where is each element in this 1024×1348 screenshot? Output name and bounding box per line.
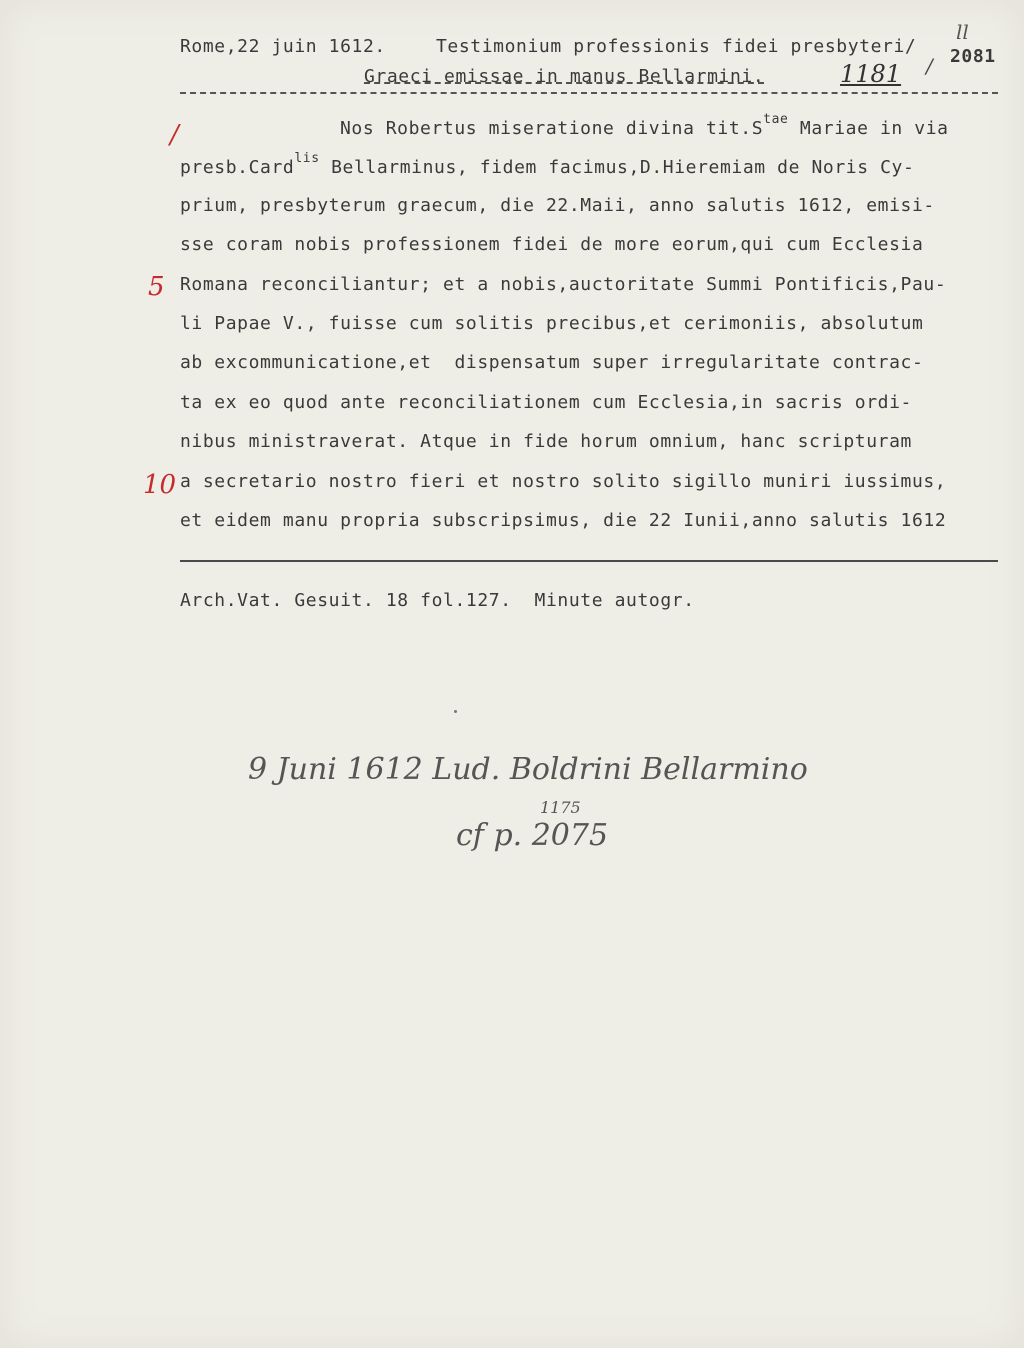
header-title-line1: Testimonium professionis fidei presbyteri/ xyxy=(436,36,917,57)
body-line-5: Romana reconciliantur; et a nobis,auctoritate Summi Pontificis,Pau- xyxy=(180,274,947,295)
body-line-1-a: Nos Robertus miseratione divina tit.S xyxy=(340,118,764,139)
body-rule xyxy=(180,560,998,562)
doc-number-handwritten: 1181 xyxy=(840,60,902,88)
header-title-line2: Graeci emissae in manus Bellarmini. xyxy=(364,66,765,87)
handwritten-number: 1175 xyxy=(540,798,581,817)
body-line-8: ta ex eo quod ante reconciliationem cum Ecclesia,in sacris ordi- xyxy=(180,392,912,413)
body-line-2-b: Bellarminus, fidem facimus,D.Hieremiam de Noris Cy- xyxy=(319,157,915,178)
margin-mark-5: 5 xyxy=(148,272,165,302)
body-line-4: sse coram nobis professionem fidei de more eorum,qui cum Ecclesia xyxy=(180,234,924,255)
handwritten-note-line1: 9 Juni 1612 Lud. Boldrini Bellarmino xyxy=(248,752,808,787)
body-line-2-sup: lis xyxy=(294,151,320,166)
margin-mark-1: / xyxy=(170,120,179,150)
body-line-6: li Papae V., fuisse cum solitis precibus,et cerimoniis, absolutum xyxy=(180,313,924,334)
body-line-11: et eidem manu propria subscripsimus, die 22 Iunii,anno salutis 1612 xyxy=(180,510,947,531)
body-line-9: nibus ministraverat. Atque in fide horum omnium, hanc scripturam xyxy=(180,431,912,452)
margin-mark-10: 10 xyxy=(143,470,177,500)
body-line-10: a secretario nostro fieri et nostro solito sigillo muniri iussimus, xyxy=(180,471,947,492)
body-line-1-sup: tae xyxy=(763,112,789,127)
page-number-handwritten-mark: ll xyxy=(956,20,969,44)
slash-mark: / xyxy=(926,54,933,78)
archive-source: Arch.Vat. Gesuit. 18 fol.127. Minute autogr. xyxy=(180,590,695,611)
speck xyxy=(454,710,457,713)
body-line-2-a: presb.Card xyxy=(180,157,295,178)
handwritten-note-line2: cf p. 2075 xyxy=(456,818,609,853)
body-line-1 xyxy=(340,112,949,139)
page-number: 2081 xyxy=(950,46,996,67)
header-dashed-rule xyxy=(180,92,998,94)
body-line-3: prium, presbyterum graecum, die 22.Maii, anno salutis 1612, emisi- xyxy=(180,195,935,216)
body-line-1-b: Mariae in via xyxy=(788,118,949,139)
body-line-7: ab excommunicatione,et dispensatum super irregularitate contrac- xyxy=(180,352,924,373)
header-date: Rome,22 juin 1612. xyxy=(180,36,386,57)
body-line-2 xyxy=(180,151,915,178)
